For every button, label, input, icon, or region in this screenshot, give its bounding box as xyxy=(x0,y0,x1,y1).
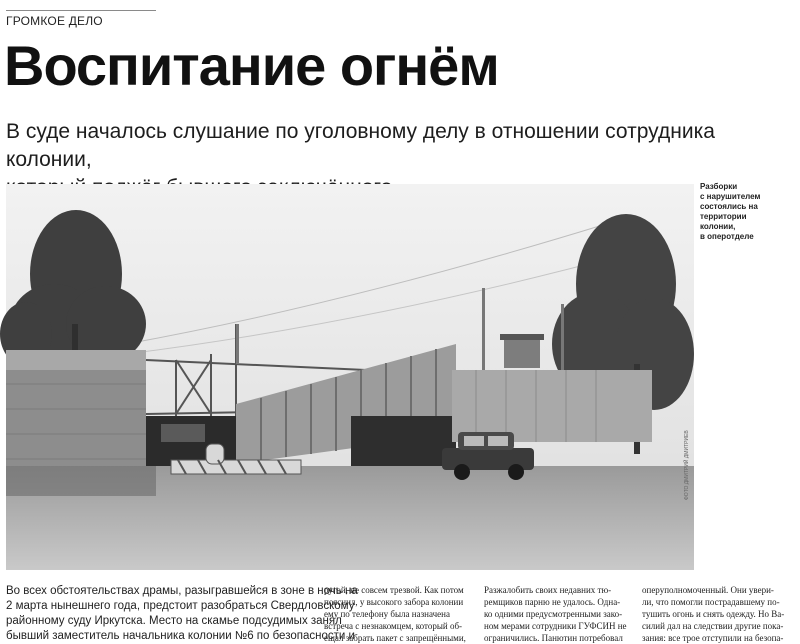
column-line: ему по телефону была назначена xyxy=(324,609,450,619)
article-column-2 xyxy=(324,584,474,643)
column-line: ли, что помогли пострадавшему по- xyxy=(642,597,780,607)
column-line: оперуполномоченный. Они увери- xyxy=(642,585,774,595)
caption-line: в оперотделе xyxy=(700,232,754,241)
rubric: ГРОМКОЕ ДЕЛО xyxy=(6,14,103,28)
caption-line: с нарушителем xyxy=(700,192,761,201)
article-photo xyxy=(6,184,694,570)
column-line: встреча с незнакомцем, который об- xyxy=(324,621,463,631)
headline: Воспитание огнём xyxy=(4,34,499,97)
column-line: ко одними предусмотренными зако- xyxy=(484,609,623,619)
article-column-4 xyxy=(642,584,798,643)
article-column-1 xyxy=(6,584,358,642)
column-line: зания: все трое отступили на безопа- xyxy=(642,633,784,643)
caption-line: Разборки xyxy=(700,182,738,191)
rubric-rule xyxy=(6,10,156,11)
column-line: бывший заместитель начальника колонии №6 по безопасности и xyxy=(6,630,355,642)
column-line: ремщиков парню не удалось. Одна- xyxy=(484,597,621,607)
caption-line: территории xyxy=(700,212,747,221)
lead-line: В суде началось слушание по уголовному делу в отношении сотрудника колонии, xyxy=(6,120,715,171)
photo-caption xyxy=(700,182,796,242)
column-line: Разжалобить своих недавних тю- xyxy=(484,585,612,595)
column-line: ном мерами сотрудники ГУФСИН не xyxy=(484,621,627,631)
caption-line: колонии, xyxy=(700,222,736,231)
column-line: районному суду Иркутска. Место на скамье подсудимых занял xyxy=(6,615,342,627)
column-line: Во всех обстоятельствах драмы, разыгравшейся в зоне в ночь на xyxy=(6,585,358,597)
column-line: пояснил, у высокого забора колонии xyxy=(324,597,464,607)
article-column-3 xyxy=(484,584,634,643)
photo-credit: ФОТО ДМИТРИЙ ДМИТРИЕВ xyxy=(684,430,690,500)
column-line: тушить огонь и снять одежду. Но Ва- xyxy=(642,609,785,619)
column-line: ограничились. Панютин потребовал xyxy=(484,633,623,643)
caption-line: состоялись на xyxy=(700,202,758,211)
column-line: ругой, не совсем трезвой. Как потом xyxy=(324,585,464,595)
column-line: силий дал на следствии другие пока- xyxy=(642,621,784,631)
column-line: 2 марта нынешнего года, предстоит разобраться Свердловскому xyxy=(6,600,355,612)
column-line: ещал забрать пакет с запрещёнными, xyxy=(324,633,466,643)
